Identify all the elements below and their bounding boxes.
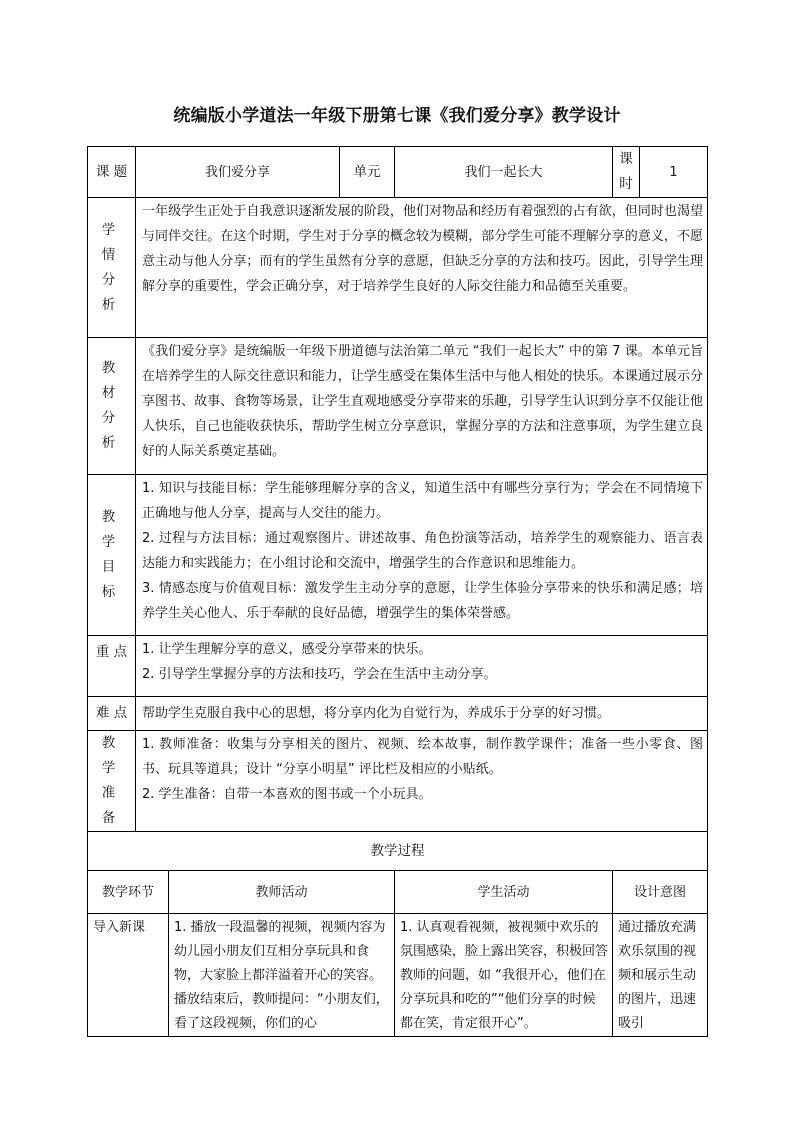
student-analysis-text: 一年级学生正处于自我意识逐渐发展的阶段，他们对物品和经历有着强烈的占有欲，但同时也渴望与同伴交往。在这个时期，学生对于分享的概念较为模糊，部分学生可能不理解分享的意义，不愿意主动与他人分享；而有的学生虽然有分享的意愿，但缺乏分享的方法和技巧。因此，引导学生理解分享的重要性，学会正确分享，对于培养学生良好的人际交往能力和品德至关重要。 — [136, 198, 708, 338]
period-value: 1 — [640, 147, 708, 198]
student-analysis-label-line1: 学 情 — [101, 221, 122, 263]
preparation-label-line2: 准 备 — [101, 785, 122, 826]
period-label: 课时 — [613, 147, 640, 198]
difficulties-row — [88, 697, 708, 731]
table-row — [88, 914, 708, 1037]
course-value: 我们爱分享 — [136, 147, 340, 198]
process-header-row — [88, 871, 708, 914]
document-title: 统编版小学道法一年级下册第七课《我们爱分享》教学设计 — [173, 106, 621, 126]
material-analysis-label-line2: 分 析 — [101, 410, 122, 451]
course-label: 课 题 — [88, 147, 136, 198]
process-title: 教学过程 — [88, 832, 708, 871]
material-analysis-label — [88, 338, 136, 475]
objectives-list — [136, 475, 708, 636]
unit-label: 单元 — [340, 147, 395, 198]
column-header-intent: 设计意图 — [613, 871, 708, 914]
objectives-row — [88, 475, 708, 636]
preparation-list — [136, 731, 708, 832]
objective-item: 2. 过程与方法目标：通过观察图片、讲述故事、角色扮演等活动，培养学生的观察能力、语言表达能力和实践能力；在小组讨论和交流中，增强学生的合作意识和思维能力。 — [142, 531, 704, 571]
process-design-intent: 通过播放充满欢乐氛围的视频和展示生动的图片，迅速吸引 — [613, 914, 708, 1037]
objective-item: 1. 知识与技能目标：学生能够理解分享的含义，知道生活中有哪些分享行为；学会在不同情境下正确地与他人分享，提高与人交往的能力。 — [142, 481, 704, 521]
objectives-label-line2: 目 标 — [101, 559, 122, 600]
process-title-row — [88, 832, 708, 871]
objectives-label-line1: 教 学 — [101, 509, 122, 550]
difficulties-label: 难 点 — [88, 697, 136, 731]
unit-value: 我们一起长大 — [395, 147, 613, 198]
preparation-item: 2. 学生准备：自带一本喜欢的图书或一个小玩具。 — [142, 787, 432, 802]
process-student-activity: 1. 认真观看视频，被视频中欢乐的氛围感染，脸上露出笑容，积极回答教师的问题，如 “我很开心，他们在分享玩具和吃的”“他们分享的时候都在笑，肯定很开心”。 — [395, 914, 613, 1037]
key-points-row — [88, 636, 708, 697]
column-header-student: 学生活动 — [395, 871, 613, 914]
student-analysis-label — [88, 198, 136, 338]
key-points-label: 重 点 — [88, 636, 136, 697]
key-point-item: 1. 让学生理解分享的意义，感受分享带来的快乐。 — [142, 642, 432, 657]
preparation-row — [88, 731, 708, 832]
material-analysis-label-line1: 教 材 — [101, 360, 122, 401]
header-row — [88, 147, 708, 198]
preparation-label — [88, 731, 136, 832]
lesson-plan-table — [87, 146, 708, 1037]
preparation-item: 1. 教师准备：收集与分享相关的图片、视频、绘本故事，制作教学课件；准备一些小零食、图书、玩具等道具；设计 “分享小明星” 评比栏及相应的小贴纸。 — [142, 737, 704, 777]
objective-item: 3. 情感态度与价值观目标：激发学生主动分享的意愿，让学生体验分享带来的快乐和满足感；培养学生关心他人、乐于奉献的良好品德，增强学生的集体荣誉感。 — [142, 581, 704, 621]
material-analysis-row — [88, 338, 708, 475]
process-teacher-activity: 1. 播放一段温馨的视频，视频内容为幼儿园小朋友们互相分享玩具和食物，大家脸上都洋溢着开心的笑容。播放结束后，教师提问：“小朋友们，看了这段视频，你们的心 — [169, 914, 395, 1037]
objectives-label — [88, 475, 136, 636]
preparation-label-line1: 教 学 — [101, 735, 122, 776]
material-analysis-text: 《我们爱分享》是统编版一年级下册道德与法治第二单元 “我们一起长大” 中的第 7 课。本单元旨在培养学生的人际交往意识和能力，让学生感受在集体生活中与他人相处的快乐。本课通过展示分享图书、故事、食物等场景，让学生直观地感受分享带来的乐趣，引导学生认识到分享不仅能让他人快乐，自己也能收获快乐，帮助学生树立分享意识，掌握分享的方法和注意事项，为学生建立良好的人际关系奠定基础。 — [136, 338, 708, 475]
column-header-teacher: 教师活动 — [169, 871, 395, 914]
column-header-stage: 教学环节 — [88, 871, 169, 914]
difficulties-text: 帮助学生克服自我中心的思想，将分享内化为自觉行为，养成乐于分享的好习惯。 — [136, 697, 708, 731]
key-points-list — [136, 636, 708, 697]
student-analysis-label-line2: 分 析 — [101, 271, 122, 313]
student-analysis-row — [88, 198, 708, 338]
process-stage: 导入新课 — [88, 914, 169, 1037]
key-point-item: 2. 引导学生掌握分享的方法和技巧，学会在生活中主动分享。 — [142, 667, 497, 682]
